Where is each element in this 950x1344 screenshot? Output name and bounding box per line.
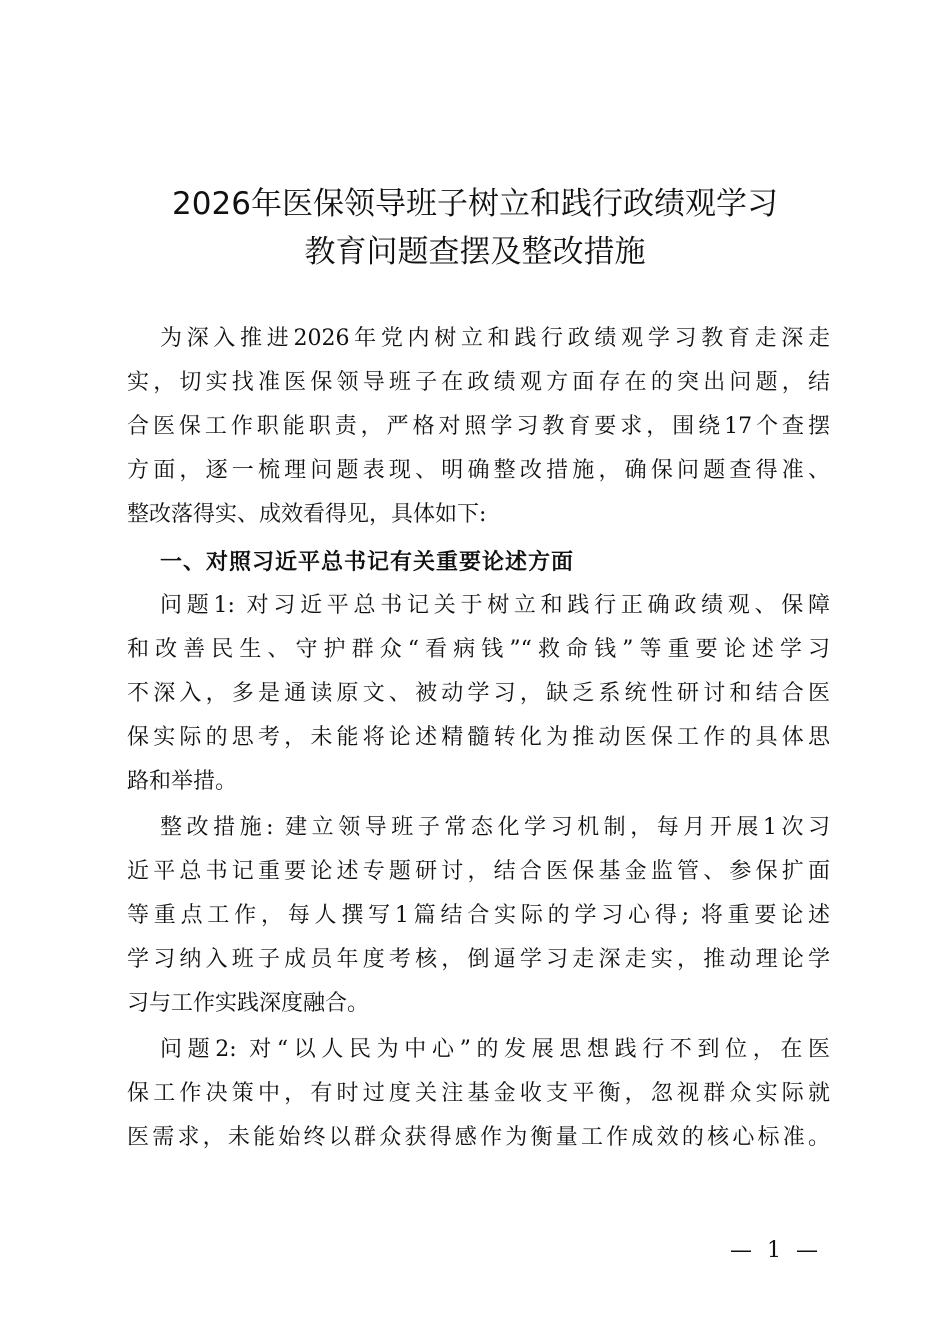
text-line: 方面，逐一梳理问题表现、明确整改措施，确保问题查得准、 xyxy=(127,458,830,483)
text-line: 和改善民生、守护群众“看病钱”“救命钱”等重要论述学习 xyxy=(127,637,830,662)
text-line: 整改措施: 建立领导班子常态化学习机制，每月开展1次习 xyxy=(160,815,830,840)
text-line: 近平总书记重要论述专题研讨，结合医保基金监管、参保扩面 xyxy=(127,859,830,884)
text-line: 医需求，未能始终以群众获得感作为衡量工作成效的核心标准。 xyxy=(127,1125,830,1150)
text-line: 习与工作实践深度融合。 xyxy=(127,991,370,1016)
text-line: 等重点工作，每人撰写1篇结合实际的学习心得; 将重要论述 xyxy=(127,903,830,928)
section-heading: 一、对照习近平总书记有关重要论述方面 xyxy=(160,550,575,575)
document-title-line-1: 2026年医保领导班子树立和践行政绩观学习 xyxy=(172,186,778,222)
text-line: 保实际的思考，未能将论述精髓转化为推动医保工作的具体思 xyxy=(127,725,830,750)
text-line: 为深入推进2026年党内树立和践行政绩观学习教育走深走 xyxy=(160,326,830,351)
text-line: 整改落得实、成效看得见，具体如下: xyxy=(127,502,487,527)
text-line: 问题2: 对“以人民为中心”的发展思想践行不到位，在医 xyxy=(160,1037,830,1062)
text-line: 合医保工作职能职责，严格对照学习教育要求，围绕17个查摆 xyxy=(127,414,830,439)
text-line: 实，切实找准医保领导班子在政绩观方面存在的突出问题，结 xyxy=(127,370,830,395)
text-line: 不深入，多是通读原文、被动学习，缺乏系统性研讨和结合医 xyxy=(127,681,830,706)
text-line: 路和举措。 xyxy=(127,769,238,794)
text-line: 学习纳入班子成员年度考核，倒逼学习走深走实，推动理论学 xyxy=(127,947,830,972)
page-number: — 1 — xyxy=(730,1238,822,1263)
document-title-line-2: 教育问题查摆及整改措施 xyxy=(304,234,646,270)
text-line: 保工作决策中，有时过度关注基金收支平衡，忽视群众实际就 xyxy=(127,1081,830,1106)
text-line: 问题1: 对习近平总书记关于树立和践行正确政绩观、保障 xyxy=(160,593,830,618)
